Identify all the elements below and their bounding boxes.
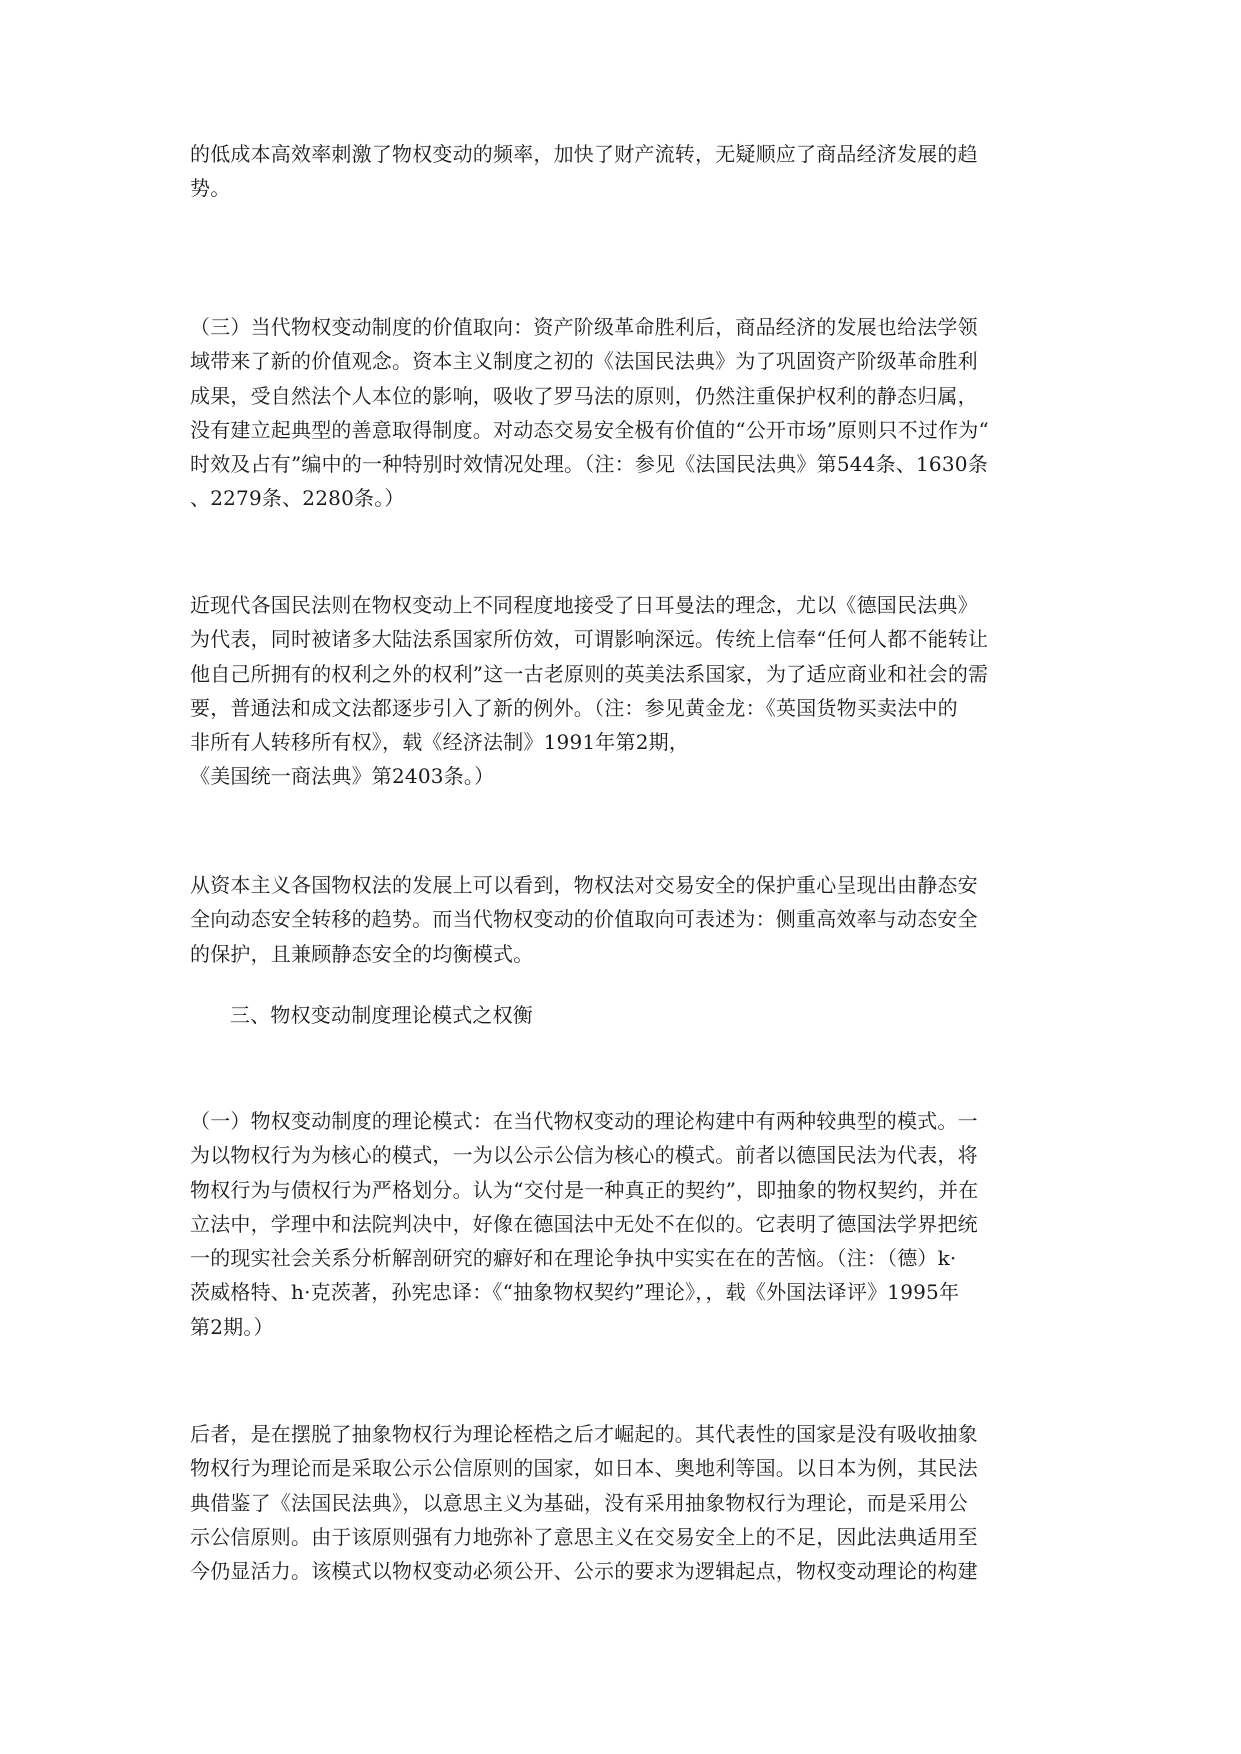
text-line: 为代表，同时被诸多大陆法系国家所仿效，可谓影响深远。传统上信奉“任何人都不能转让 — [190, 627, 989, 652]
text-line: 势。 — [190, 176, 231, 201]
text-line: 从资本主义各国物权法的发展上可以看到，物权法对交易安全的保护重心呈现出由静态安 — [190, 873, 978, 897]
text-line: 为以物权行为为核心的模式，一为以公示公信为核心的模式。前者以德国民法为代表，将 — [190, 1143, 978, 1168]
text-line: 要，普通法和成文法都逐步引入了新的例外。（注：参见黄金龙：《英国货物买卖法中的 — [190, 695, 958, 720]
text-line: 没有建立起典型的善意取得制度。对动态交易安全极有价值的“公开市场”原则只不过作为“ — [190, 417, 989, 442]
paragraph-publicity-model — [190, 1417, 1052, 1588]
text-line: 的低成本高效率刺激了物权变动的频率，加快了财产流转，无疑顺应了商品经济发展的趋 — [190, 142, 978, 166]
text-line: 物权行为与债权行为严格划分。认为“交付是一种真正的契约”，即抽象的物权契约，并在 — [190, 1177, 979, 1202]
paragraph-intro — [190, 137, 1052, 206]
paragraph-theoretical-models — [190, 1104, 1052, 1344]
text-line: （三）当代物权变动制度的价值取向：资产阶级革命胜利后，商品经济的发展也给法学领 — [190, 315, 978, 339]
text-line: 、2279条、2280条。） — [190, 486, 405, 511]
section-heading — [230, 998, 1050, 1032]
paragraph-modern-civil-law — [190, 588, 1052, 794]
text-line: 茨威格特、h·克茨著，孙宪忠译：《“抽象物权契约”理论》，，载《外国法译评》1995年 — [190, 1280, 960, 1305]
text-line: 示公信原则。由于该原则强有力地弥补了意思主义在交易安全上的不足，因此法典适用至 — [190, 1524, 978, 1549]
text-line: 典借鉴了《法国民法典》，以意思主义为基础，没有采用抽象物权行为理论，而是采用公 — [190, 1490, 968, 1515]
text-line: 成果，受自然法个人本位的影响，吸收了罗马法的原则，仍然注重保护权利的静态归属， — [190, 383, 978, 408]
text-line: 一的现实社会关系分析解剖研究的癖好和在理论争执中实实在在的苦恼。（注：（德）k· — [190, 1246, 957, 1271]
text-line: 立法中，学理中和法院判决中，好像在德国法中无处不在似的。它表明了德国法学界把统 — [190, 1211, 978, 1236]
text-line: 他自己所拥有的权利之外的权利”这一古老原则的英美法系国家，为了适应商业和社会的需 — [190, 661, 989, 686]
text-line: 非所有人转移所有权》，载《经济法制》1991年第2期， — [190, 730, 690, 755]
text-line: 的保护，且兼顾静态安全的均衡模式。 — [190, 941, 534, 966]
paragraph-value-orientation — [190, 310, 1052, 516]
text-line: 近现代各国民法则在物权变动上不同程度地接受了日耳曼法的理念，尤以《德国民法典》 — [190, 593, 978, 617]
text-line: 物权行为理论而是采取公示公信原则的国家，如日本、奥地利等国。以日本为例，其民法 — [190, 1456, 978, 1481]
text-line: （一）物权变动制度的理论模式：在当代物权变动的理论构建中有两种较典型的模式。一 — [190, 1109, 978, 1133]
text-line: 第2期。） — [190, 1314, 274, 1339]
text-line: 后者，是在摆脱了抽象物权行为理论桎梏之后才崛起的。其代表性的国家是没有吸收抽象 — [190, 1422, 978, 1446]
text-line: 全向动态安全转移的趋势。而当代物权变动的价值取向可表述为：侧重高效率与动态安全 — [190, 907, 978, 932]
text-line: 时效及占有”编中的一种特别时效情况处理。（注：参见《法国民法典》第544条、1630条 — [190, 452, 988, 477]
heading-text: 三、物权变动制度理论模式之权衡 — [230, 1003, 533, 1027]
text-line: 今仍显活力。该模式以物权变动必须公开、公示的要求为逻辑起点，物权变动理论的构建 — [190, 1559, 978, 1584]
text-line: 《美国统一商法典》第2403条。） — [190, 764, 495, 789]
text-line: 域带来了新的价值观念。资本主义制度之初的《法国民法典》为了巩固资产阶级革命胜利 — [190, 349, 978, 374]
paragraph-trend — [190, 868, 1052, 971]
